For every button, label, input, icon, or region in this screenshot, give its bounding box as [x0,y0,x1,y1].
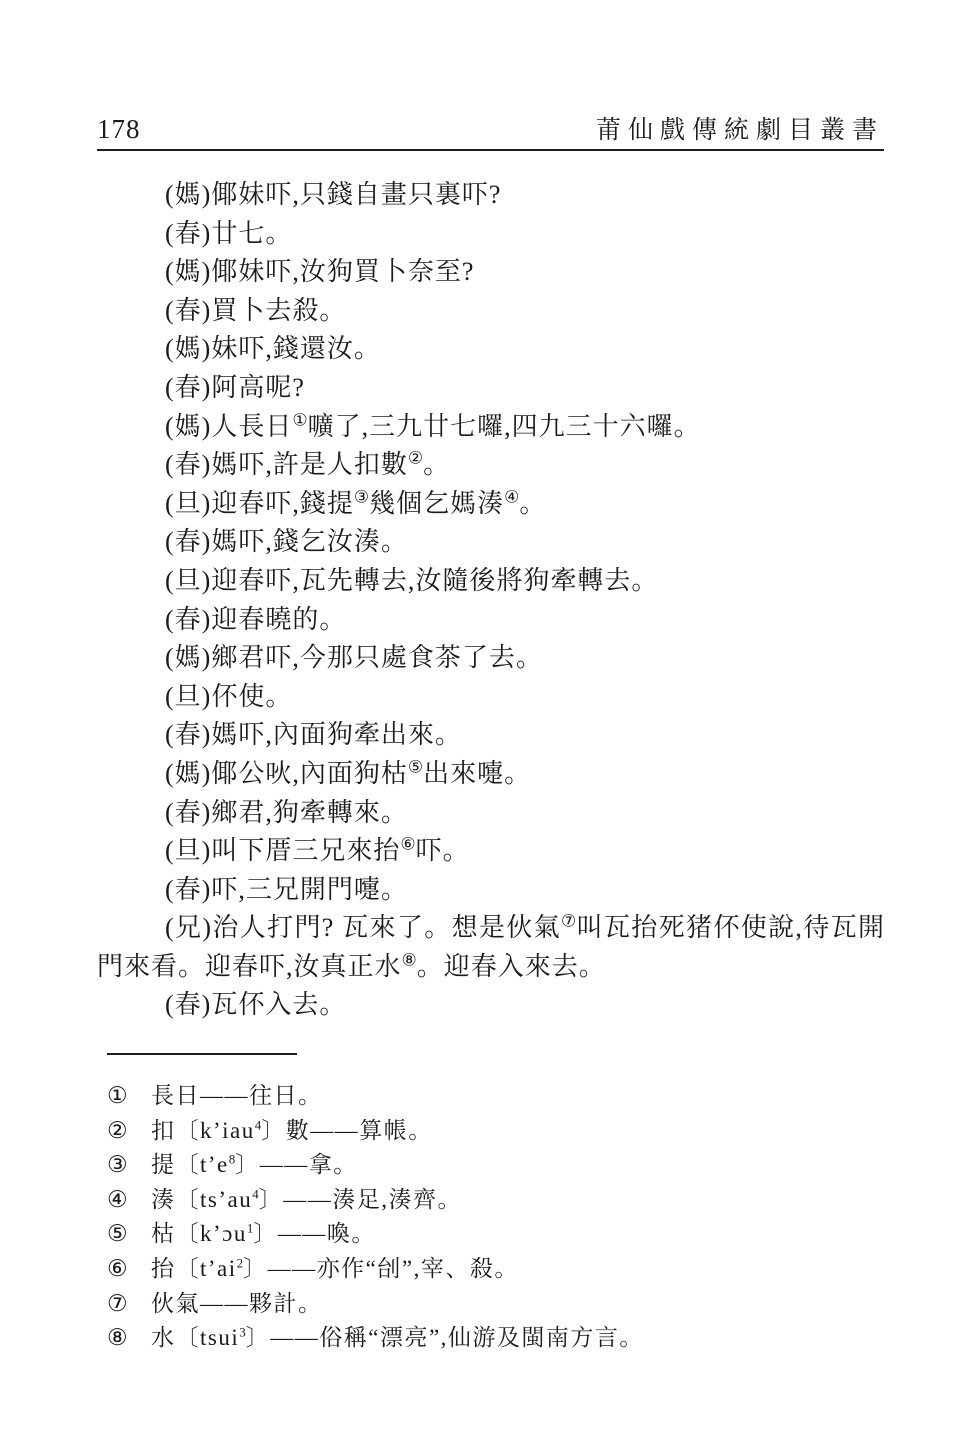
tone-superscript: 2 [236,1255,244,1271]
page-header [97,110,884,146]
footnote-text: 枯〔k’ɔu$^1$〕——喚。 [151,1220,376,1247]
dialogue-line [97,292,885,331]
footnote-number: ⑤ [107,1221,128,1247]
footnote-number: ⑧ [107,1325,128,1351]
footnote-number: ⑦ [107,1290,128,1316]
dialogue-text: 迎春吓,瓦先轉去,汝隨後將狗牽轉去。 [211,565,659,595]
dialogue-text: 妹吓,錢還汝。 [211,334,381,364]
dialogue-text: 吓。 [415,836,470,866]
dialogue-line [97,176,885,215]
footnote-item [107,1183,885,1218]
dialogue-line [97,832,885,871]
footnote-text: 提〔$t’e^8$〕——拿。 [151,1151,358,1178]
footnote-item [107,1217,885,1252]
dialogue-line [97,794,885,833]
footnote-number: ③ [107,1152,128,1178]
footnote-item [107,1287,885,1322]
dialogue-speaker: (媽) [165,643,212,673]
footnote-marker: ⑤ [407,757,424,777]
dialogue-line [97,330,885,369]
dialogue-speaker: (旦) [165,836,212,866]
dialogue-speaker: (春) [165,990,212,1020]
dialogue-text: 倻妹吓,只錢自畫只裏吓? [211,180,502,209]
footnote-text: 長日——往日。 [151,1083,323,1108]
dialogue-text: 伓使。 [211,681,293,711]
tone-superscript: 4 [252,1186,259,1202]
dialogue-text: 叫瓦抬死猪伓使說,待瓦開門來看。迎春吓,汝真正水 [97,913,885,981]
dialogue-text: 。 [423,450,451,480]
dialogue-line [97,986,885,1025]
dialogue-section [97,176,885,1025]
dialogue-text: 鄉君吓,今那只處食茶了去。 [211,643,543,673]
dialogue-line [97,639,885,678]
tone-superscript: 3 [239,1324,246,1340]
dialogue-line [97,562,885,601]
footnote-text: 扣〔k’iau$^4$〕數——算帳。 [151,1116,433,1143]
footnote-marker: ⑧ [401,950,417,970]
dialogue-text: 人長日 [211,411,293,441]
dialogue-text: 廿七。 [211,218,293,248]
footnote-marker: ④ [504,487,520,507]
dialogue-text: 媽吓,內面狗牽出來。 [211,720,462,750]
footnote-number: ④ [107,1186,128,1212]
dialogue-speaker: (春) [165,527,212,557]
dialogue-text: 倻公吙,內面狗枯 [211,758,408,788]
footnote-item [107,1114,885,1149]
dialogue-line [97,523,885,562]
dialogue-line [97,446,885,485]
dialogue-line [97,215,885,254]
dialogue-text: 迎春曉的。 [211,604,347,634]
dialogue-text: 瓦伓入去。 [211,990,347,1020]
footnote-number: ② [107,1117,128,1143]
dialogue-text: 鄉君,狗牽轉來。 [211,797,408,827]
dialogue-speaker: (春) [165,797,212,827]
dialogue-speaker: (旦) [165,488,212,518]
footnote-item [107,1321,885,1356]
footnote-marker: ⑦ [561,911,577,931]
dialogue-line [97,871,885,910]
dialogue-line [97,253,885,292]
tone-superscript: 8 [228,1151,236,1167]
dialogue-text: 。 [519,488,547,518]
dialogue-line [97,678,885,717]
dialogue-text: 迎春吓,錢提 [211,488,354,518]
dialogue-speaker: (春) [165,450,212,480]
dialogue-text: 嚝了,三九廿七囉,四九三十六囉。 [307,411,701,441]
dialogue-text: 出來嚏。 [423,758,532,788]
dialogue-text: 治人打門? 瓦來了。想是伙氣 [212,913,562,943]
header-rule [97,149,884,151]
dialogue-line [97,601,885,640]
series-title: 莆仙戲傳統劇目叢書 [595,117,884,144]
footnote-text: 抬〔$t’ai^2$〕——亦作“刣”,宰、殺。 [151,1255,519,1281]
footnote-divider [107,1053,297,1055]
dialogue-text: 吓,三兄開門嚏。 [211,874,408,904]
footnotes-section [107,1079,885,1356]
footnote-item [107,1148,885,1183]
footnote-marker: ② [407,448,424,468]
footnote-marker: ③ [353,487,370,507]
dialogue-speaker: (春) [165,295,212,325]
dialogue-line [97,755,885,794]
dialogue-speaker: (春) [165,372,212,402]
footnote-marker: ① [292,409,308,429]
footnote-number: ⑥ [107,1255,128,1281]
dialogue-text: 媽吓,許是人扣數 [211,450,408,480]
dialogue-speaker: (春) [165,720,212,750]
tone-superscript: 4 [254,1116,262,1132]
dialogue-text: 。迎春入來去。 [416,951,606,981]
dialogue-speaker: (媽) [165,334,212,364]
dialogue-speaker: (兄) [165,913,213,943]
tone-superscript: 1 [246,1220,254,1236]
dialogue-text: 媽吓,錢乞汝湊。 [211,527,408,557]
dialogue-text: 阿高呢? [211,372,305,402]
dialogue-speaker: (媽) [165,257,212,287]
dialogue-text: 買卜去殺。 [211,295,347,325]
dialogue-text: 叫下厝三兄來抬 [211,836,401,866]
footnote-item [107,1079,885,1114]
dialogue-speaker: (媽) [165,758,212,788]
dialogue-speaker: (媽) [165,411,212,441]
page-number: 178 [97,114,141,144]
dialogue-speaker: (春) [165,604,212,634]
dialogue-speaker: (旦) [165,565,212,595]
footnote-text: 湊〔$ts’au^4$〕——湊足,湊齊。 [151,1186,462,1212]
footnote-text: 水〔tsui$^3$〕——俗稱“漂亮”,仙游及閩南方言。 [151,1324,644,1351]
dialogue-text: 幾個乞媽湊 [369,488,505,518]
footnote-text: 伙氣——夥計。 [151,1290,323,1316]
dialogue-line [97,408,885,447]
dialogue-speaker: (媽) [165,180,212,209]
dialogue-text: 倻妹吓,汝狗買卜奈至? [211,257,475,287]
dialogue-speaker: (旦) [165,681,212,711]
footnote-marker: ⑥ [400,834,416,854]
dialogue-speaker: (春) [165,218,212,248]
dialogue-speaker: (春) [165,874,212,904]
footnote-number: ① [107,1083,128,1108]
footnote-item [107,1252,885,1287]
dialogue-line [97,485,885,524]
dialogue-line [97,909,885,986]
dialogue-line [97,369,885,408]
dialogue-line [97,716,885,755]
